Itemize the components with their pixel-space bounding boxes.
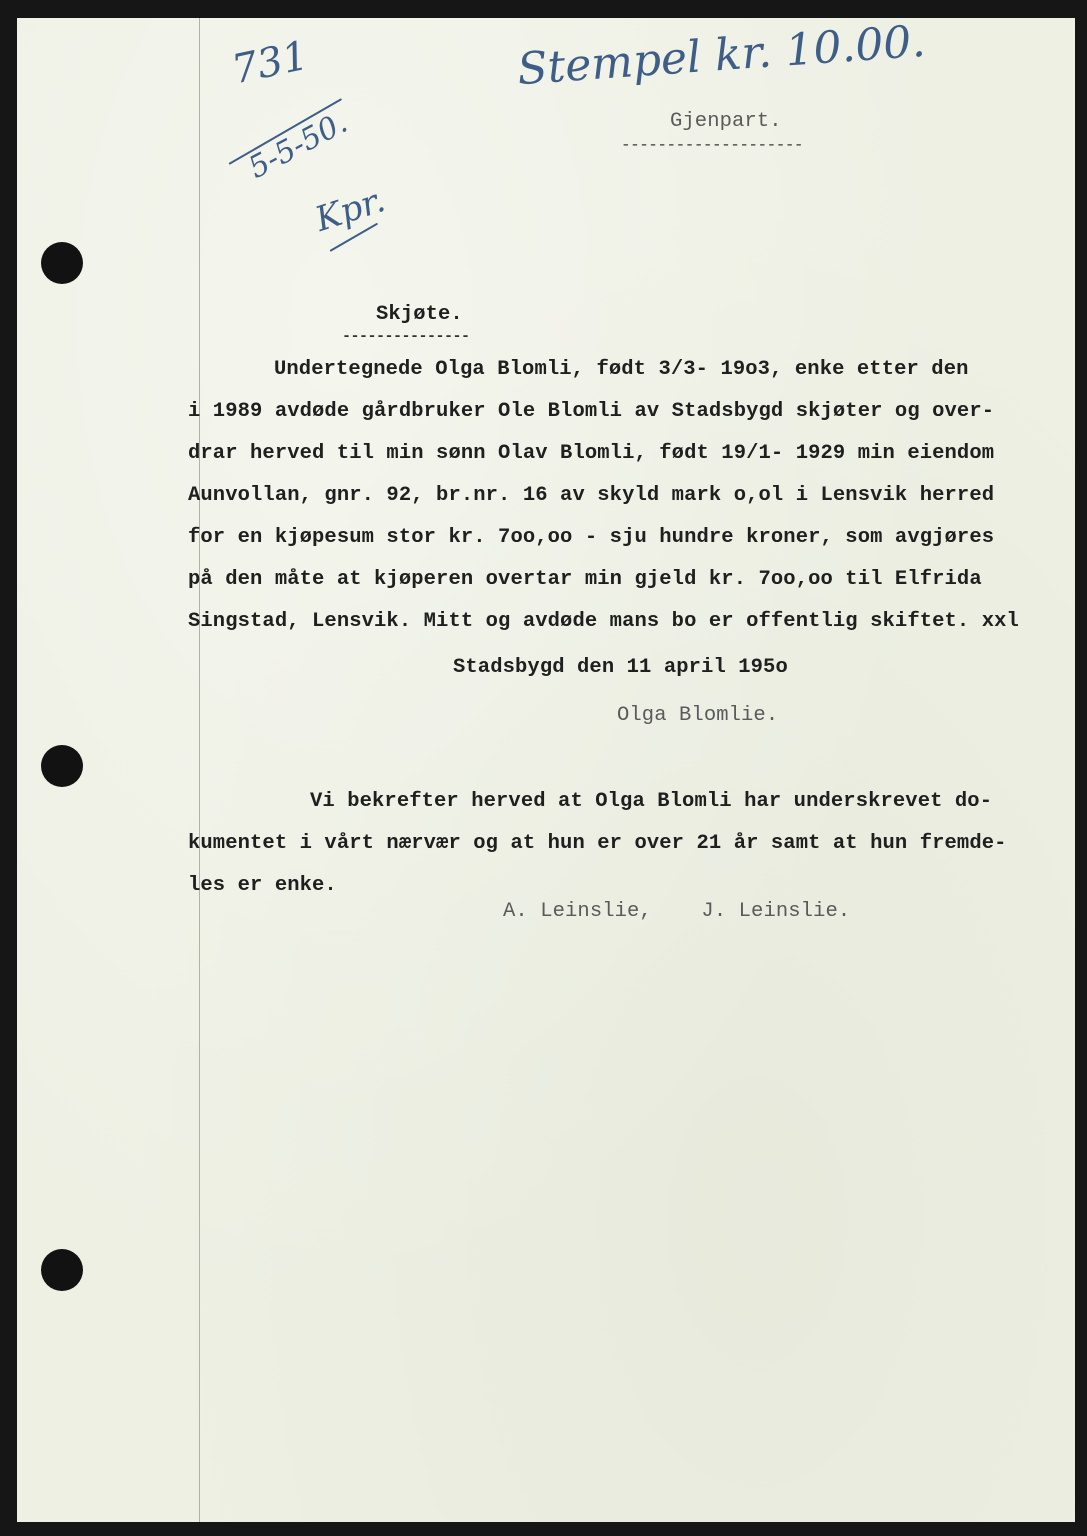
punch-hole-middle [41, 745, 83, 787]
registration-date: 5-5-50. [242, 105, 354, 186]
body-line: Singstad, Lensvik. Mitt og avdøde mans bo er offentlig skiftet. xxl [188, 610, 1019, 633]
stamp-fee-note: Stempel kr. 10.00. [515, 15, 927, 96]
punch-hole-top [41, 242, 83, 284]
witness-line: kumentet i vårt nærvær og at hun er over 21 år samt at hun fremde- [188, 832, 1007, 855]
body-line: i 1989 avdøde gårdbruker Ole Blomli av Stadsbygd skjøter og over- [188, 400, 995, 423]
document-title: Skjøte. [376, 303, 463, 326]
registration-number: 731 [228, 32, 313, 94]
copy-rule: -------------------- [621, 136, 804, 154]
body-line: drar herved til min sønn Olav Blomli, født 19/1- 1929 min eiendom [188, 442, 995, 465]
body-line: Aunvollan, gnr. 92, br.nr. 16 av skyld mark o,ol i Lensvik herred [188, 484, 995, 507]
body-line: for en kjøpesum stor kr. 7oo,oo - sju hundre kroner, som avgjøres [188, 526, 995, 549]
witness-signatures: A. Leinslie, J. Leinslie. [503, 900, 851, 923]
body-line: Undertegnede Olga Blomli, født 3/3- 19o3, enke etter den [274, 358, 969, 381]
punch-hole-bottom [41, 1249, 83, 1291]
red-margin-line [199, 18, 200, 1522]
clerk-initials: Kpr. [310, 180, 390, 240]
body-line: på den måte at kjøperen overtar min gjeld kr. 7oo,oo til Elfrida [188, 568, 982, 591]
place-date: Stadsbygd den 11 april 195o [453, 656, 788, 679]
copy-label: Gjenpart. [670, 110, 782, 133]
document-page [17, 15, 1075, 1522]
grantor-signature: Olga Blomlie. [617, 704, 779, 727]
witness-line: les er enke. [188, 874, 337, 897]
witness-line: Vi bekrefter herved at Olga Blomli har underskrevet do- [310, 790, 993, 813]
title-rule: --------------- [342, 328, 470, 345]
